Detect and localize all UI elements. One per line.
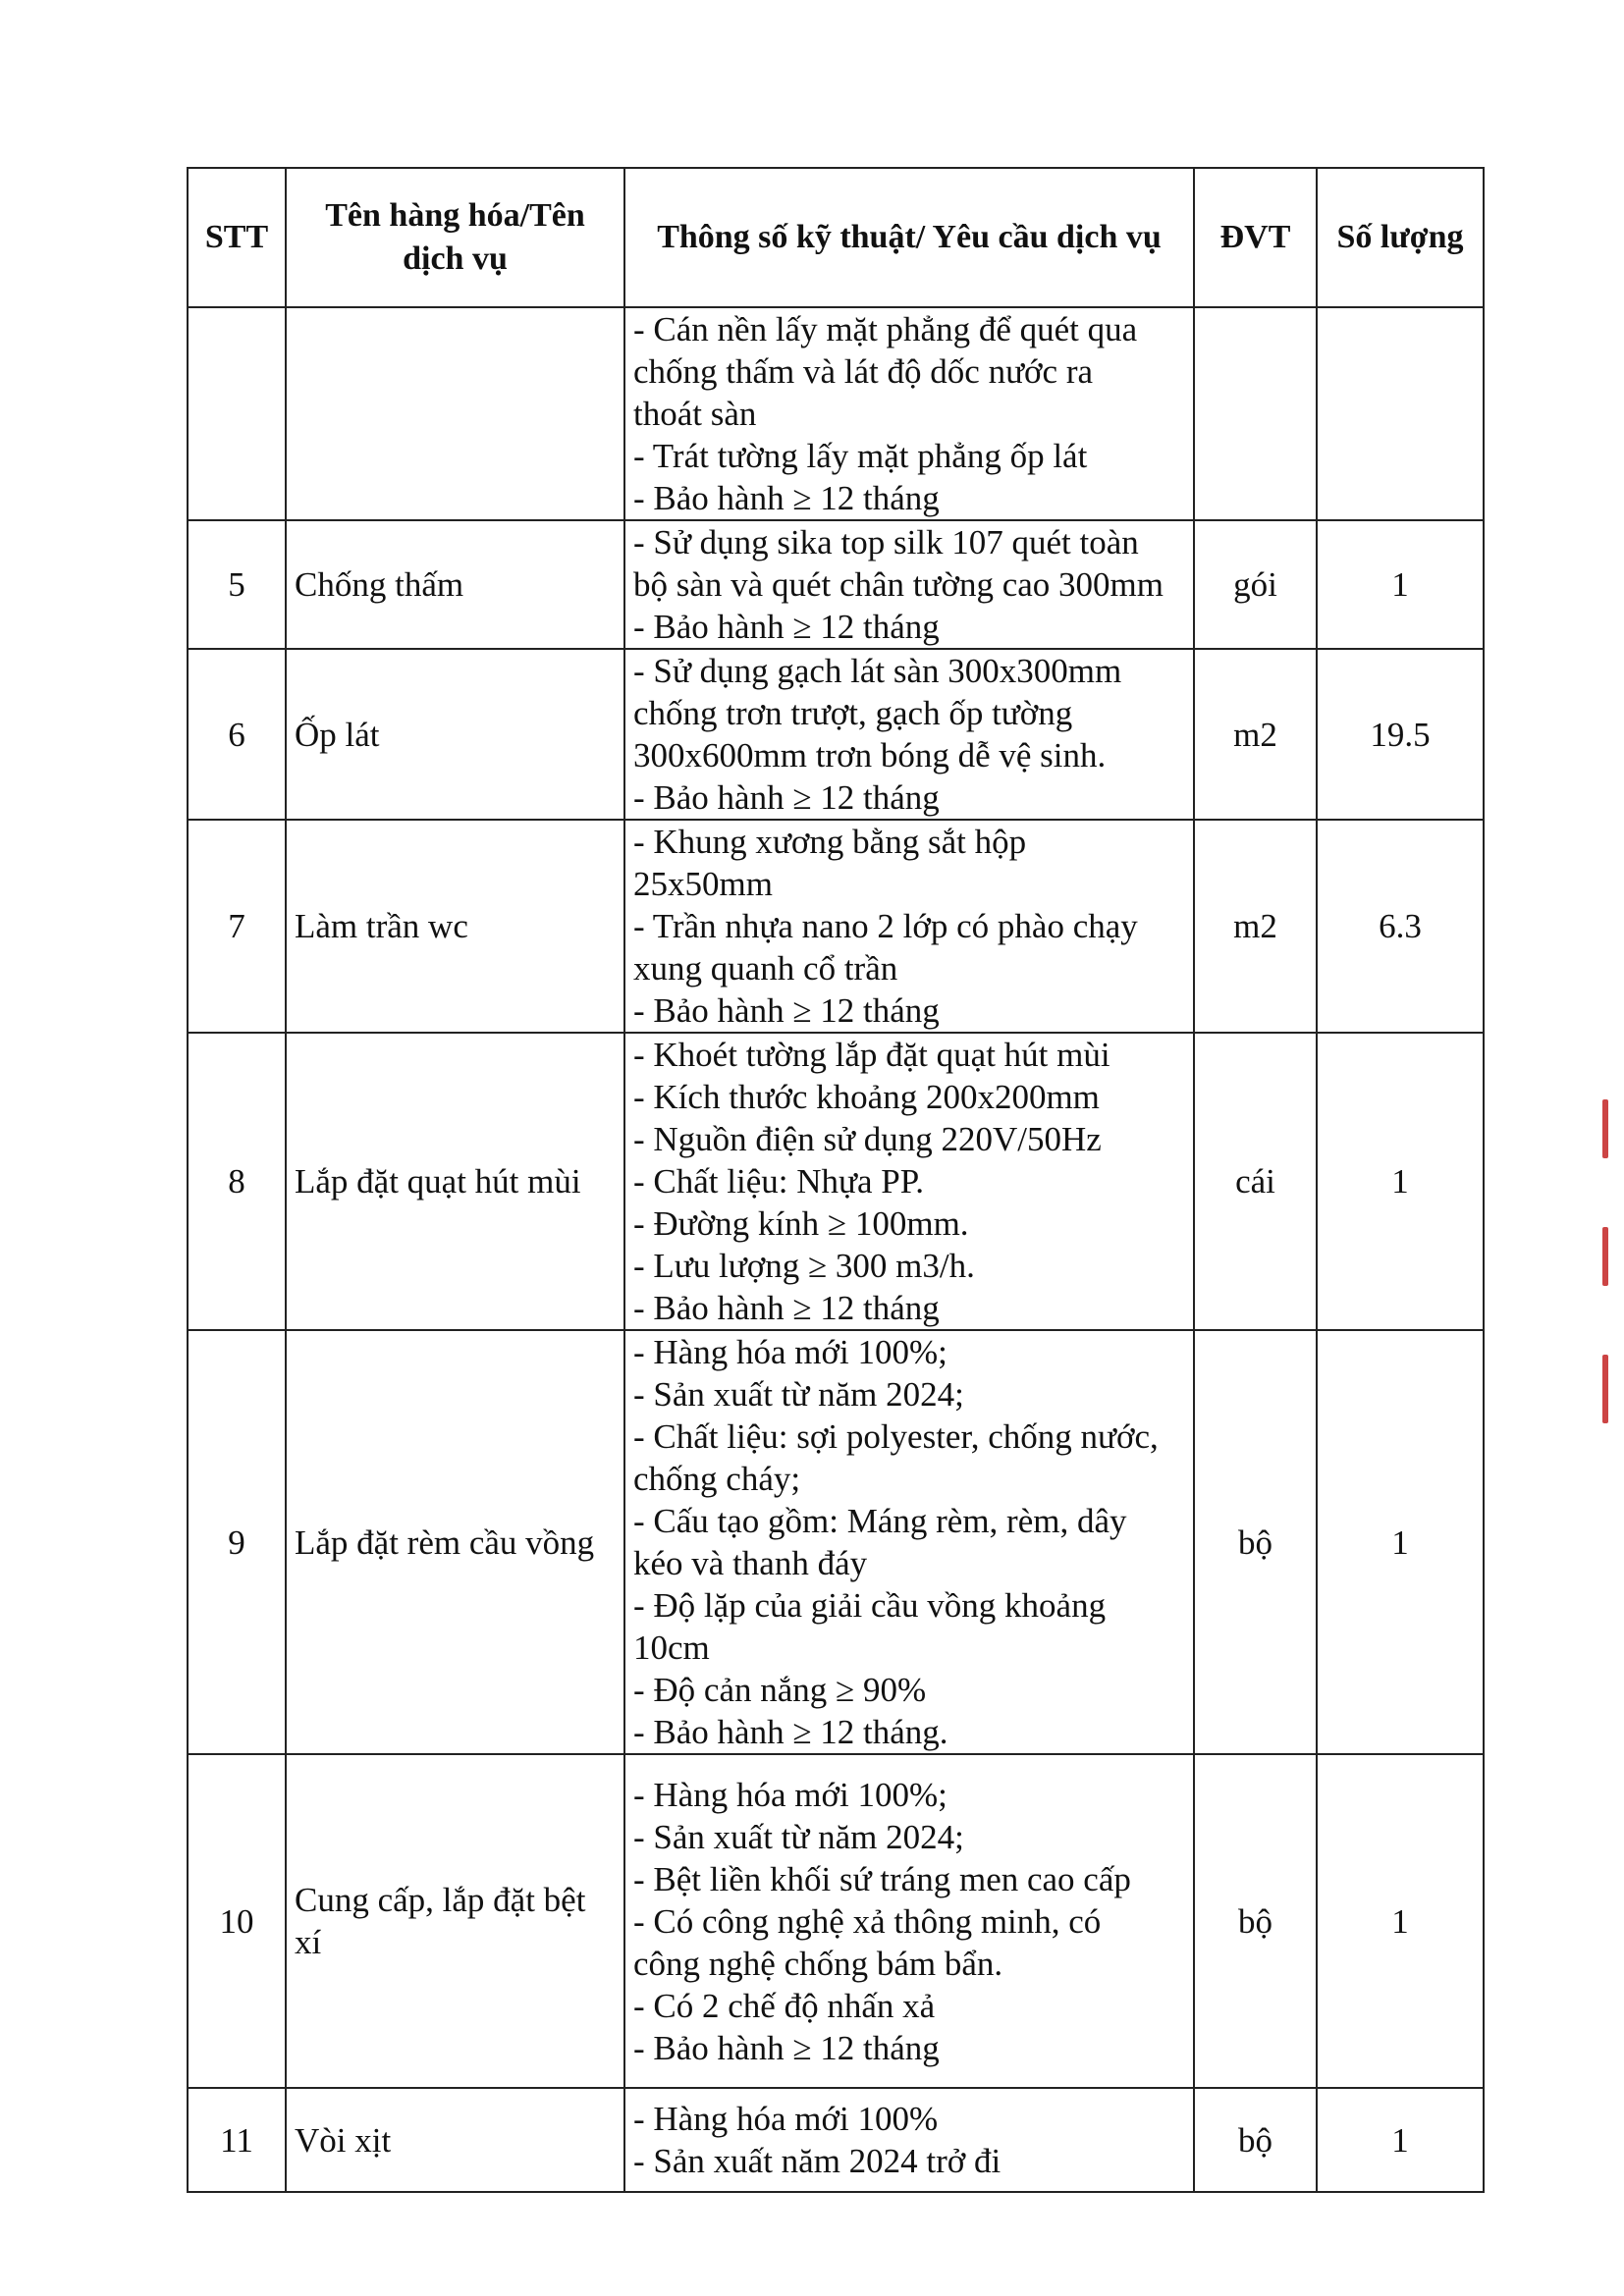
spec-line: - Bảo hành ≥ 12 tháng (633, 479, 940, 517)
spec-line: - Sản xuất năm 2024 trở đi (633, 2142, 1001, 2180)
spec-line: - Bảo hành ≥ 12 tháng (633, 991, 940, 1030)
spec-line: - Trần nhựa nano 2 lớp có phào chạy (633, 907, 1138, 945)
row-spec (624, 1754, 1194, 2088)
spec-line: 10cm (633, 1629, 710, 1667)
spec-line: - Có 2 chế độ nhấn xả (633, 1986, 936, 2025)
spec-line: - Sản xuất từ năm 2024; (633, 1817, 964, 1856)
spec-line: - Bảo hành ≥ 12 tháng (633, 1289, 940, 1327)
table-row (188, 307, 1484, 520)
row-qty: 1 (1317, 1330, 1484, 1754)
spec-line: - Trát tường lấy mặt phẳng ốp lát (633, 437, 1088, 475)
spec-line: 25x50mm (633, 865, 773, 903)
row-stt: 11 (188, 2088, 286, 2192)
row-stt: 7 (188, 820, 286, 1033)
spec-line: - Chất liệu: sợi polyester, chống nước, (633, 1417, 1159, 1456)
row-spec (624, 2088, 1194, 2192)
spec-line: - Hàng hóa mới 100%; (633, 1775, 947, 1814)
row-qty: 19.5 (1317, 649, 1484, 820)
row-name: Ốp lát (286, 649, 624, 820)
row-stt: 10 (188, 1754, 286, 2088)
row-unit: m2 (1194, 820, 1317, 1033)
row-unit: bộ (1194, 2088, 1317, 2192)
spec-line: - Sử dụng sika top silk 107 quét toàn (633, 523, 1139, 561)
spec-line: - Hàng hóa mới 100%; (633, 1333, 947, 1371)
row-name: Cung cấp, lắp đặt bệt xí (286, 1754, 624, 2088)
margin-mark (1602, 1227, 1608, 1286)
table-row (188, 520, 1484, 649)
spec-line: - Nguồn điện sử dụng 220V/50Hz (633, 1120, 1102, 1158)
row-spec (624, 1330, 1194, 1754)
row-unit (1194, 307, 1317, 520)
row-spec (624, 1033, 1194, 1330)
spec-line: - Bảo hành ≥ 12 tháng (633, 2028, 940, 2067)
spec-line: kéo và thanh đáy (633, 1544, 868, 1582)
row-qty: 6.3 (1317, 820, 1484, 1033)
header-spec: Thông số kỹ thuật/ Yêu cầu dịch vụ (624, 168, 1194, 307)
spec-line: - Đường kính ≥ 100mm. (633, 1204, 969, 1243)
row-unit: gói (1194, 520, 1317, 649)
spec-table (187, 167, 1485, 2193)
margin-mark (1602, 1099, 1608, 1158)
spec-line: chống trơn trượt, gạch ốp tường (633, 694, 1073, 732)
spec-line: - Độ lặp của giải cầu vồng khoảng (633, 1586, 1107, 1625)
row-stt (188, 307, 286, 520)
spec-line: - Chất liệu: Nhựa PP. (633, 1162, 925, 1201)
row-name (286, 307, 624, 520)
spec-line: - Kích thước khoảng 200x200mm (633, 1078, 1100, 1116)
header-unit: ĐVT (1194, 168, 1317, 307)
row-spec (624, 520, 1194, 649)
spec-line: - Cấu tạo gồm: Máng rèm, rèm, dây (633, 1502, 1127, 1540)
row-stt: 9 (188, 1330, 286, 1754)
row-name: Vòi xịt (286, 2088, 624, 2192)
spec-line: - Sản xuất từ năm 2024; (633, 1375, 964, 1414)
spec-line: công nghệ chống bám bẩn. (633, 1944, 1003, 1983)
row-name: Lắp đặt quạt hút mùi (286, 1033, 624, 1330)
table-row (188, 2088, 1484, 2192)
spec-line: - Có công nghệ xả thông minh, có (633, 1901, 1102, 1941)
row-spec (624, 307, 1194, 520)
spec-line: - Bảo hành ≥ 12 tháng (633, 608, 940, 646)
row-unit: cái (1194, 1033, 1317, 1330)
spec-line: - Lưu lượng ≥ 300 m3/h. (633, 1247, 975, 1285)
spec-line: chống thấm và lát độ dốc nước ra (633, 352, 1094, 391)
table-row (188, 1330, 1484, 1754)
spec-line: 300x600mm trơn bóng dễ vệ sinh. (633, 736, 1107, 774)
spec-line: - Hàng hóa mới 100% (633, 2100, 939, 2138)
row-name: Lắp đặt rèm cầu vồng (286, 1330, 624, 1754)
table-row (188, 1033, 1484, 1330)
table-row (188, 820, 1484, 1033)
header-stt: STT (188, 168, 286, 307)
spec-line: - Bảo hành ≥ 12 tháng (633, 778, 940, 817)
row-stt: 5 (188, 520, 286, 649)
header-qty: Số lượng (1317, 168, 1484, 307)
spec-line: - Bảo hành ≥ 12 tháng. (633, 1713, 948, 1751)
row-stt: 6 (188, 649, 286, 820)
spec-line: - Cán nền lấy mặt phẳng để quét qua (633, 310, 1138, 348)
row-qty (1317, 307, 1484, 520)
row-qty: 1 (1317, 1033, 1484, 1330)
row-stt: 8 (188, 1033, 286, 1330)
header-name: Tên hàng hóa/Tên dịch vụ (286, 168, 624, 307)
margin-mark (1602, 1355, 1608, 1423)
spec-line: - Độ cản nắng ≥ 90% (633, 1671, 927, 1709)
table-row (188, 1754, 1484, 2088)
row-spec (624, 820, 1194, 1033)
row-unit: bộ (1194, 1330, 1317, 1754)
spec-line: xung quanh cổ trần (633, 949, 898, 988)
row-qty: 1 (1317, 1754, 1484, 2088)
spec-line: - Bệt liền khối sứ tráng men cao cấp (633, 1859, 1131, 1898)
spec-line: bộ sàn và quét chân tường cao 300mm (633, 565, 1164, 604)
row-unit: m2 (1194, 649, 1317, 820)
row-spec (624, 649, 1194, 820)
spec-line: - Khoét tường lắp đặt quạt hút mùi (633, 1036, 1110, 1074)
row-qty: 1 (1317, 520, 1484, 649)
row-name: Chống thấm (286, 520, 624, 649)
spec-line: - Khung xương bằng sắt hộp (633, 823, 1027, 861)
row-unit: bộ (1194, 1754, 1317, 2088)
row-name: Làm trần wc (286, 820, 624, 1033)
spec-line: chống cháy; (633, 1460, 801, 1498)
header-row (188, 168, 1484, 307)
spec-line: thoát sàn (633, 395, 757, 433)
table-row (188, 649, 1484, 820)
row-qty: 1 (1317, 2088, 1484, 2192)
spec-line: - Sử dụng gạch lát sàn 300x300mm (633, 652, 1122, 690)
